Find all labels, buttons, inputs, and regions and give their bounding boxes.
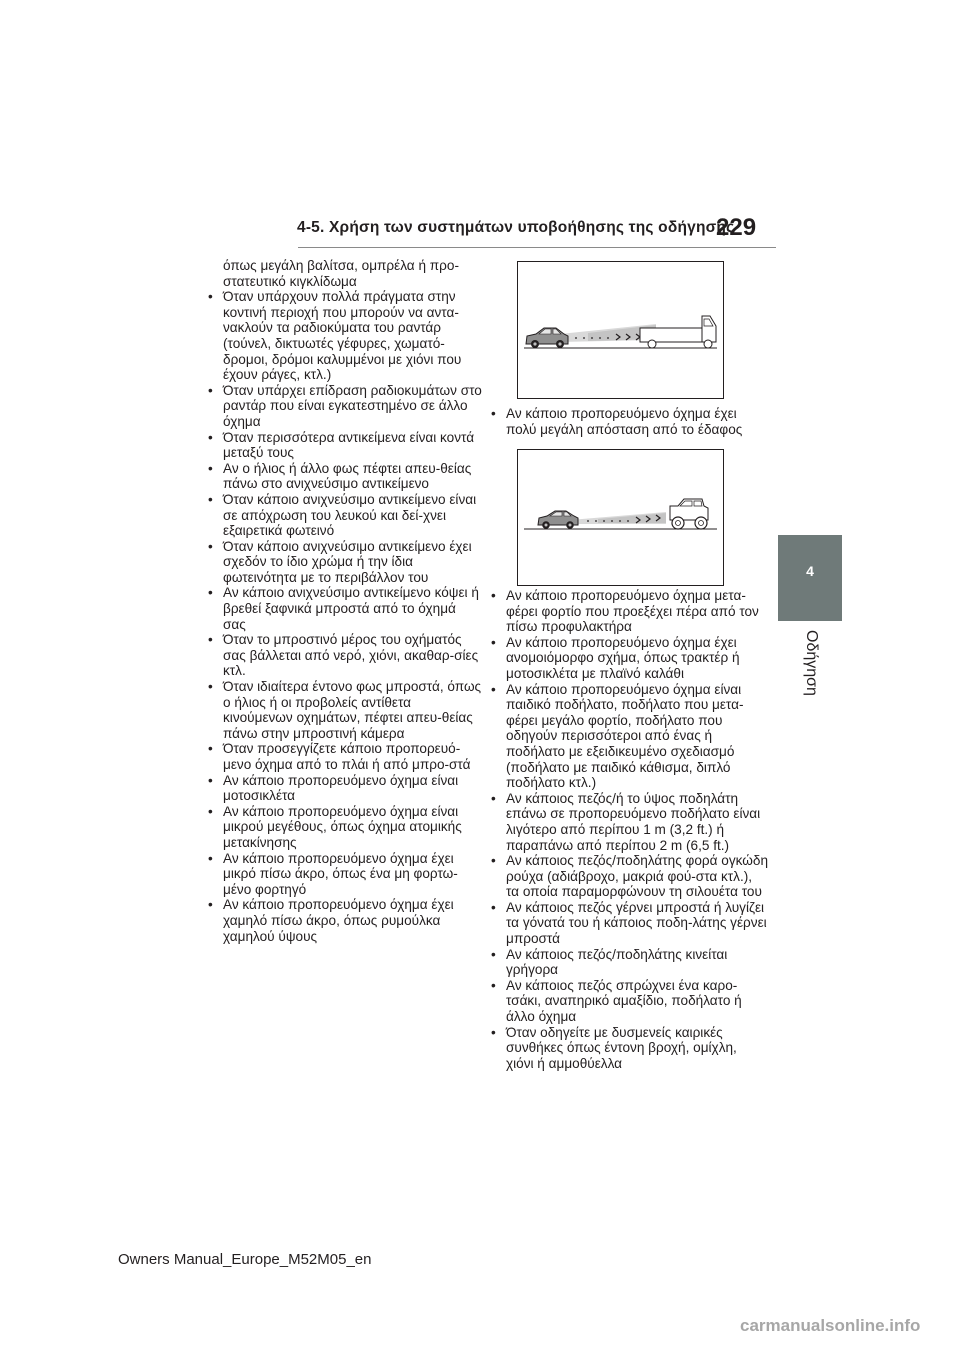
- watermark[interactable]: carmanualsonline.info: [740, 1316, 921, 1335]
- list-item: • Αν κάποιο προπορευόμενο όχημα είναι παιδικό ποδήλατο, ποδήλατο που μετα-φέρει μεγάλο φορτίο, ποδήλατο που οδηγούν περισσότεροι από ένας ή ποδήλατο με εξειδικευμένο σχεδιασμό (ποδήλατο με παιδικό κάθισμα, διπλό ποδήλατο κτλ.): [490, 682, 768, 791]
- left-bullet-list: [207, 289, 482, 944]
- list-item: • Αν κάποιο προπορευόμενο όχημα έχει πολύ μεγάλη απόσταση από το έδαφος: [490, 406, 768, 437]
- list-item: • Αν ο ήλιος ή άλλο φως πέφτει απευ-θείας πάνω στο ανιχνεύσιμο αντικείμενο: [207, 461, 482, 492]
- list-item: • Όταν οδηγείτε με δυσμενείς καιρικές συνθήκες όπως έντονη βροχή, ομίχλη, χιόνι ή αμμοθύελλα: [490, 1025, 768, 1072]
- right-bullet-list-upper: [490, 406, 768, 437]
- list-item: • Όταν υπάρχουν πολλά πράγματα στην κοντινή περιοχή που μπορούν να αντα-νακλούν τα ραδιοκύματα του ραντάρ (τούνελ, δικτυωτές γέφυρες, χωματό-δρομοι, δρόμοι καλυμμένοι με χιόνι που έχουν ράγες, κτλ.): [207, 289, 482, 383]
- figure-car-truck: [517, 261, 724, 399]
- list-item: • Όταν το μπροστινό μέρος του οχήματός σας βάλλεται από νερό, χιόνι, ακαθαρ-σίες κτλ.: [207, 632, 482, 679]
- left-column: [207, 258, 482, 944]
- list-item: • Αν κάποιο προπορευόμενο όχημα έχει ανομοιόμορφο σχήμα, όπως τρακτέρ ή μοτοσικλέτα με πλαϊνό καλάθι: [490, 635, 768, 682]
- list-item: • Όταν περισσότερα αντικείμενα είναι κοντά μεταξύ τους: [207, 430, 482, 461]
- right-column-lower: [490, 588, 768, 1071]
- chapter-tab[interactable]: [778, 535, 842, 621]
- footer-manual-id: Owners Manual_Europe_M52M05_en: [118, 1251, 372, 1268]
- list-item: • Αν κάποιο προπορευόμενο όχημα έχει χαμηλό πίσω άκρο, όπως ρυμούλκα χαμηλού ύψους: [207, 897, 482, 944]
- figure-car-suv: [517, 449, 724, 586]
- list-item: • Αν κάποιος πεζός/ή το ύψος ποδηλάτη επάνω σε προπορευόμενο ποδήλατο είναι λιγότερο από περίπου 1 m (3,2 ft.) ή παραπάνω από περίπου 2 m (6,5 ft.): [490, 791, 768, 853]
- list-item: • Αν κάποιο προπορευόμενο όχημα είναι μοτοσικλέτα: [207, 773, 482, 804]
- list-item: • Όταν κάποιο ανιχνεύσιμο αντικείμενο είναι σε απόχρωση του λευκού και δεί-χνει εξαιρετικά φωτεινό: [207, 492, 482, 539]
- list-item: • Αν κάποιο προπορευόμενο όχημα έχει μικρό πίσω άκρο, όπως ένα μη φορτω-μένο φορτηγό: [207, 851, 482, 898]
- right-column-upper: [490, 406, 768, 437]
- page-number: 229: [716, 214, 757, 241]
- list-item: • Αν κάποιος πεζός γέρνει μπροστά ή λυγίζει τα γόνατά του ή κάποιος ποδη-λάτης γέρνει μπροστά: [490, 900, 768, 947]
- continued-text: όπως μεγάλη βαλίτσα, ομπρέλα ή προ-στατευτικό κιγκλίδωμα: [223, 258, 459, 289]
- list-item: • Όταν υπάρχει επίδραση ραδιοκυμάτων στο ραντάρ που είναι εγκατεστημένο σε άλλο όχημα: [207, 383, 482, 430]
- list-item: • Αν κάποιο ανιχνεύσιμο αντικείμενο κόψει ή βρεθεί ξαφνικά μπροστά από το όχημά σας: [207, 585, 482, 632]
- chapter-tab-number: 4: [806, 563, 814, 579]
- list-item: • Όταν προσεγγίζετε κάποιο προπορευό-μενο όχημα από το πλάι ή από μπρο-στά: [207, 741, 482, 772]
- car-truck-illustration: [518, 262, 723, 398]
- list-item: • Αν κάποιος πεζός/ποδηλάτης φορά ογκώδη ρούχα (αδιάβροχο, μακριά φού-στα κτλ.), τα οποία παραμορφώνουν τη σιλουέτα του: [490, 853, 768, 900]
- car-suv-illustration: [518, 450, 723, 585]
- list-item: • Αν κάποιο προπορευόμενο όχημα είναι μικρού μεγέθους, όπως όχημα ατομικής μετακίνησης: [207, 804, 482, 851]
- chapter-tab-label: Οδήγηση: [803, 630, 820, 696]
- list-item: • Αν κάποιος πεζός/ποδηλάτης κινείται γρήγορα: [490, 947, 768, 978]
- section-header-title: 4-5. Χρήση των συστημάτων υποβοήθησης της οδήγησης: [297, 219, 735, 236]
- list-item: • Όταν κάποιο ανιχνεύσιμο αντικείμενο έχει σχεδόν το ίδιο χρώμα ή την ίδια φωτεινότητα με το περιβάλλον του: [207, 539, 482, 586]
- list-item: • Αν κάποιος πεζός σπρώχνει ένα καρο-τσάκι, αναπηρικό αμαξίδιο, ποδήλατο ή άλλο όχημα: [490, 978, 768, 1025]
- right-bullet-list-lower: [490, 588, 768, 1071]
- list-item: • Όταν ιδιαίτερα έντονο φως μπροστά, όπως ο ήλιος ή οι προβολείς αντίθετα κινούμενων οχημάτων, πέφτει απευ-θείας πάνω στην μπροστινή κάμερα: [207, 679, 482, 741]
- header-rule: [298, 247, 776, 248]
- list-item: • Αν κάποιο προπορευόμενο όχημα μετα-φέρει φορτίο που προεξέχει πέρα από τον πίσω προφυλακτήρα: [490, 588, 768, 635]
